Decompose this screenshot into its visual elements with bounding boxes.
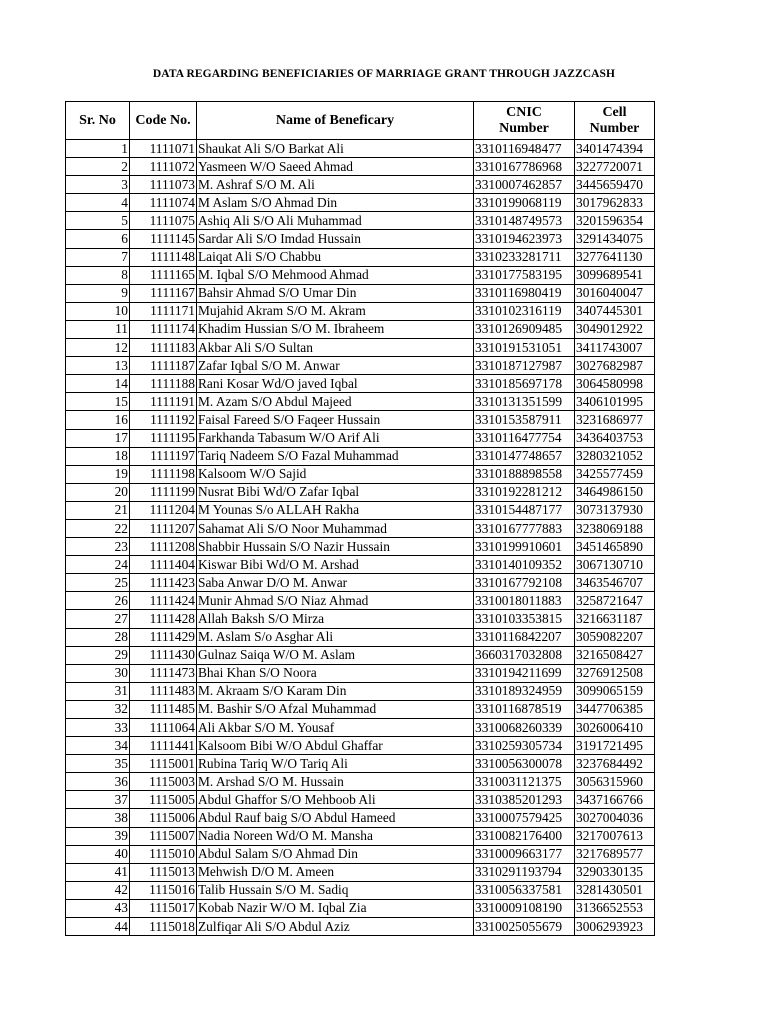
code-no-cell: 1111441 xyxy=(130,737,197,755)
sr-no-cell: 44 xyxy=(66,918,130,936)
cell-number-cell: 3411743007 xyxy=(575,339,655,357)
sr-no-cell: 10 xyxy=(66,302,130,320)
code-no-cell: 1115018 xyxy=(130,918,197,936)
table-row xyxy=(66,845,655,863)
cell-number-cell: 3436403753 xyxy=(575,429,655,447)
header-cell-line2: Number xyxy=(589,120,640,136)
cell-number-cell: 3067130710 xyxy=(575,556,655,574)
code-no-cell: 1115001 xyxy=(130,755,197,773)
cell-number-cell: 3464986150 xyxy=(575,483,655,501)
name-cell: Kalsoom Bibi W/O Abdul Ghaffar xyxy=(197,737,474,755)
table-row xyxy=(66,339,655,357)
cell-number-cell: 3406101995 xyxy=(575,393,655,411)
sr-no-cell: 43 xyxy=(66,899,130,917)
table-row xyxy=(66,700,655,718)
name-cell: M Younas S/o ALLAH Rakha xyxy=(197,501,474,519)
code-no-cell: 1111204 xyxy=(130,501,197,519)
name-cell: Kiswar Bibi Wd/O M. Arshad xyxy=(197,556,474,574)
table-header-row xyxy=(66,102,655,140)
name-cell: Talib Hussain S/O M. Sadiq xyxy=(197,881,474,899)
beneficiaries-table xyxy=(65,101,655,936)
table-row xyxy=(66,501,655,519)
sr-no-cell: 32 xyxy=(66,700,130,718)
table-row xyxy=(66,194,655,212)
cell-number-cell: 3099065159 xyxy=(575,682,655,700)
name-cell: Mehwish D/O M. Ameen xyxy=(197,863,474,881)
cell-number-cell: 3099689541 xyxy=(575,266,655,284)
table-row xyxy=(66,773,655,791)
name-cell: Khadim Hussian S/O M. Ibraheem xyxy=(197,320,474,338)
code-no-cell: 1111192 xyxy=(130,411,197,429)
cell-number-cell: 3238069188 xyxy=(575,519,655,537)
header-cnic xyxy=(474,102,575,140)
name-cell: M. Iqbal S/O Mehmood Ahmad xyxy=(197,266,474,284)
cell-number-cell: 3258721647 xyxy=(575,592,655,610)
code-no-cell: 1111072 xyxy=(130,158,197,176)
table-row xyxy=(66,302,655,320)
document-title: DATA REGARDING BENEFICIARIES OF MARRIAGE GRANT THROUGH JAZZCASH xyxy=(152,68,616,80)
cnic-cell: 3310188898558 xyxy=(474,465,575,483)
cnic-cell: 3310131351599 xyxy=(474,393,575,411)
table-row xyxy=(66,628,655,646)
code-no-cell: 1115017 xyxy=(130,899,197,917)
code-no-cell: 1115016 xyxy=(130,881,197,899)
name-cell: Tariq Nadeem S/O Fazal Muhammad xyxy=(197,447,474,465)
cnic-cell: 3310007579425 xyxy=(474,809,575,827)
table-row xyxy=(66,357,655,375)
name-cell: Abdul Ghaffor S/O Mehboob Ali xyxy=(197,791,474,809)
table-body xyxy=(66,140,655,936)
sr-no-cell: 30 xyxy=(66,664,130,682)
cell-number-cell: 3437166766 xyxy=(575,791,655,809)
code-no-cell: 1111199 xyxy=(130,483,197,501)
cell-number-cell: 3006293923 xyxy=(575,918,655,936)
sr-no-cell: 7 xyxy=(66,248,130,266)
name-cell: M. Ashraf S/O M. Ali xyxy=(197,176,474,194)
table-row xyxy=(66,556,655,574)
sr-no-cell: 31 xyxy=(66,682,130,700)
cell-number-cell: 3064580998 xyxy=(575,375,655,393)
sr-no-cell: 25 xyxy=(66,574,130,592)
name-cell: Shabbir Hussain S/O Nazir Hussain xyxy=(197,538,474,556)
table-row xyxy=(66,899,655,917)
code-no-cell: 1111145 xyxy=(130,230,197,248)
code-no-cell: 1111197 xyxy=(130,447,197,465)
code-no-cell: 1115006 xyxy=(130,809,197,827)
header-cnic-line1: CNIC xyxy=(506,104,542,120)
sr-no-cell: 13 xyxy=(66,357,130,375)
sr-no-cell: 1 xyxy=(66,140,130,158)
name-cell: Ashiq Ali S/O Ali Muhammad xyxy=(197,212,474,230)
cnic-cell: 3310194211699 xyxy=(474,664,575,682)
cell-number-cell: 3201596354 xyxy=(575,212,655,230)
name-cell: Sardar Ali S/O Imdad Hussain xyxy=(197,230,474,248)
cell-number-cell: 3237684492 xyxy=(575,755,655,773)
sr-no-cell: 21 xyxy=(66,501,130,519)
table-row xyxy=(66,411,655,429)
cnic-cell: 3310167792108 xyxy=(474,574,575,592)
header-sr-no: Sr. No xyxy=(66,102,130,140)
cell-number-cell: 3463546707 xyxy=(575,574,655,592)
name-cell: Farkhanda Tabasum W/O Arif Ali xyxy=(197,429,474,447)
cell-number-cell: 3281430501 xyxy=(575,881,655,899)
table-row xyxy=(66,646,655,664)
table-row xyxy=(66,737,655,755)
sr-no-cell: 26 xyxy=(66,592,130,610)
cnic-cell: 3310177583195 xyxy=(474,266,575,284)
cell-number-cell: 3276912508 xyxy=(575,664,655,682)
table-row xyxy=(66,682,655,700)
cnic-cell: 3310259305734 xyxy=(474,737,575,755)
name-cell: Laiqat Ali S/O Chabbu xyxy=(197,248,474,266)
sr-no-cell: 20 xyxy=(66,483,130,501)
cnic-cell: 3310140109352 xyxy=(474,556,575,574)
cnic-cell: 3310147748657 xyxy=(474,447,575,465)
sr-no-cell: 36 xyxy=(66,773,130,791)
table-row xyxy=(66,158,655,176)
cell-number-cell: 3407445301 xyxy=(575,302,655,320)
table-row xyxy=(66,429,655,447)
table-row xyxy=(66,230,655,248)
code-no-cell: 1115007 xyxy=(130,827,197,845)
name-cell: Saba Anwar D/O M. Anwar xyxy=(197,574,474,592)
cnic-cell: 3310385201293 xyxy=(474,791,575,809)
code-no-cell: 1111430 xyxy=(130,646,197,664)
sr-no-cell: 5 xyxy=(66,212,130,230)
table-row xyxy=(66,375,655,393)
sr-no-cell: 9 xyxy=(66,284,130,302)
name-cell: Bhai Khan S/O Noora xyxy=(197,664,474,682)
cnic-cell: 3660317032808 xyxy=(474,646,575,664)
header-cnic-line2: Number xyxy=(499,120,549,136)
cell-number-cell: 3451465890 xyxy=(575,538,655,556)
sr-no-cell: 4 xyxy=(66,194,130,212)
cnic-cell: 3310148749573 xyxy=(474,212,575,230)
code-no-cell: 1111073 xyxy=(130,176,197,194)
cell-number-cell: 3216631187 xyxy=(575,610,655,628)
cell-number-cell: 3217689577 xyxy=(575,845,655,863)
code-no-cell: 1111428 xyxy=(130,610,197,628)
table-row xyxy=(66,140,655,158)
header-cell-line1: Cell xyxy=(602,104,627,120)
sr-no-cell: 29 xyxy=(66,646,130,664)
sr-no-cell: 41 xyxy=(66,863,130,881)
table-row xyxy=(66,827,655,845)
sr-no-cell: 18 xyxy=(66,447,130,465)
name-cell: Yasmeen W/O Saeed Ahmad xyxy=(197,158,474,176)
cnic-cell: 3310153587911 xyxy=(474,411,575,429)
name-cell: Allah Baksh S/O Mirza xyxy=(197,610,474,628)
cnic-cell: 3310154487177 xyxy=(474,501,575,519)
cnic-cell: 3310291193794 xyxy=(474,863,575,881)
cell-number-cell: 3290330135 xyxy=(575,863,655,881)
code-no-cell: 1111174 xyxy=(130,320,197,338)
name-cell: M. Bashir S/O Afzal Muhammad xyxy=(197,700,474,718)
cell-number-cell: 3049012922 xyxy=(575,320,655,338)
name-cell: Zafar Iqbal S/O M. Anwar xyxy=(197,357,474,375)
cnic-cell: 3310185697178 xyxy=(474,375,575,393)
cell-number-cell: 3016040047 xyxy=(575,284,655,302)
table-row xyxy=(66,918,655,936)
sr-no-cell: 17 xyxy=(66,429,130,447)
sr-no-cell: 14 xyxy=(66,375,130,393)
code-no-cell: 1111075 xyxy=(130,212,197,230)
code-no-cell: 1115003 xyxy=(130,773,197,791)
sr-no-cell: 28 xyxy=(66,628,130,646)
code-no-cell: 1111064 xyxy=(130,719,197,737)
cnic-cell: 3310199068119 xyxy=(474,194,575,212)
cnic-cell: 3310082176400 xyxy=(474,827,575,845)
name-cell: Munir Ahmad S/O Niaz Ahmad xyxy=(197,592,474,610)
code-no-cell: 1111473 xyxy=(130,664,197,682)
sr-no-cell: 23 xyxy=(66,538,130,556)
sr-no-cell: 15 xyxy=(66,393,130,411)
code-no-cell: 1111195 xyxy=(130,429,197,447)
sr-no-cell: 11 xyxy=(66,320,130,338)
code-no-cell: 1115010 xyxy=(130,845,197,863)
cnic-cell: 3310116948477 xyxy=(474,140,575,158)
cnic-cell: 3310167786968 xyxy=(474,158,575,176)
code-no-cell: 1111183 xyxy=(130,339,197,357)
cell-number-cell: 3191721495 xyxy=(575,737,655,755)
code-no-cell: 1111171 xyxy=(130,302,197,320)
name-cell: Abdul Salam S/O Ahmad Din xyxy=(197,845,474,863)
cnic-cell: 3310199910601 xyxy=(474,538,575,556)
table-row xyxy=(66,212,655,230)
cnic-cell: 3310233281711 xyxy=(474,248,575,266)
cnic-cell: 3310116980419 xyxy=(474,284,575,302)
table-row xyxy=(66,176,655,194)
name-cell: Nusrat Bibi Wd/O Zafar Iqbal xyxy=(197,483,474,501)
name-cell: Rubina Tariq W/O Tariq Ali xyxy=(197,755,474,773)
table-row xyxy=(66,266,655,284)
table-row xyxy=(66,320,655,338)
cell-number-cell: 3291434075 xyxy=(575,230,655,248)
code-no-cell: 1111208 xyxy=(130,538,197,556)
cell-number-cell: 3059082207 xyxy=(575,628,655,646)
code-no-cell: 1111424 xyxy=(130,592,197,610)
cnic-cell: 3310018011883 xyxy=(474,592,575,610)
cell-number-cell: 3217007613 xyxy=(575,827,655,845)
cnic-cell: 3310191531051 xyxy=(474,339,575,357)
sr-no-cell: 34 xyxy=(66,737,130,755)
cnic-cell: 3310194623973 xyxy=(474,230,575,248)
cnic-cell: 3310025055679 xyxy=(474,918,575,936)
table-row xyxy=(66,610,655,628)
code-no-cell: 1111207 xyxy=(130,519,197,537)
name-cell: M. Aslam S/o Asghar Ali xyxy=(197,628,474,646)
cnic-cell: 3310187127987 xyxy=(474,357,575,375)
sr-no-cell: 37 xyxy=(66,791,130,809)
cnic-cell: 3310102316119 xyxy=(474,302,575,320)
name-cell: Zulfiqar Ali S/O Abdul Aziz xyxy=(197,918,474,936)
sr-no-cell: 22 xyxy=(66,519,130,537)
cnic-cell: 3310056337581 xyxy=(474,881,575,899)
cnic-cell: 3310068260339 xyxy=(474,719,575,737)
code-no-cell: 1111404 xyxy=(130,556,197,574)
sr-no-cell: 33 xyxy=(66,719,130,737)
cnic-cell: 3310009663177 xyxy=(474,845,575,863)
code-no-cell: 1111187 xyxy=(130,357,197,375)
name-cell: Ali Akbar S/O M. Yousaf xyxy=(197,719,474,737)
cnic-cell: 3310103353815 xyxy=(474,610,575,628)
table-row xyxy=(66,664,655,682)
header-name: Name of Beneficary xyxy=(197,102,474,140)
code-no-cell: 1111167 xyxy=(130,284,197,302)
code-no-cell: 1115005 xyxy=(130,791,197,809)
name-cell: Mujahid Akram S/O M. Akram xyxy=(197,302,474,320)
cell-number-cell: 3017962833 xyxy=(575,194,655,212)
cell-number-cell: 3056315960 xyxy=(575,773,655,791)
sr-no-cell: 40 xyxy=(66,845,130,863)
cnic-cell: 3310009108190 xyxy=(474,899,575,917)
cnic-cell: 3310126909485 xyxy=(474,320,575,338)
sr-no-cell: 8 xyxy=(66,266,130,284)
code-no-cell: 1111429 xyxy=(130,628,197,646)
table-row xyxy=(66,592,655,610)
cell-number-cell: 3445659470 xyxy=(575,176,655,194)
cnic-cell: 3310189324959 xyxy=(474,682,575,700)
name-cell: Nadia Noreen Wd/O M. Mansha xyxy=(197,827,474,845)
name-cell: Gulnaz Saiqa W/O M. Aslam xyxy=(197,646,474,664)
cnic-cell: 3310116878519 xyxy=(474,700,575,718)
table-row xyxy=(66,248,655,266)
cell-number-cell: 3227720071 xyxy=(575,158,655,176)
table-row xyxy=(66,393,655,411)
table-row xyxy=(66,755,655,773)
code-no-cell: 1111191 xyxy=(130,393,197,411)
cnic-cell: 3310031121375 xyxy=(474,773,575,791)
sr-no-cell: 39 xyxy=(66,827,130,845)
name-cell: Abdul Rauf baig S/O Abdul Hameed xyxy=(197,809,474,827)
code-no-cell: 1111485 xyxy=(130,700,197,718)
sr-no-cell: 27 xyxy=(66,610,130,628)
cell-number-cell: 3277641130 xyxy=(575,248,655,266)
name-cell: M. Arshad S/O M. Hussain xyxy=(197,773,474,791)
code-no-cell: 1111188 xyxy=(130,375,197,393)
name-cell: Rani Kosar Wd/O javed Iqbal xyxy=(197,375,474,393)
cnic-cell: 3310192281212 xyxy=(474,483,575,501)
header-code-no: Code No. xyxy=(130,102,197,140)
sr-no-cell: 38 xyxy=(66,809,130,827)
table-row xyxy=(66,574,655,592)
name-cell: M. Azam S/O Abdul Majeed xyxy=(197,393,474,411)
table-row xyxy=(66,791,655,809)
code-no-cell: 1111074 xyxy=(130,194,197,212)
table-row xyxy=(66,447,655,465)
table-row xyxy=(66,483,655,501)
sr-no-cell: 24 xyxy=(66,556,130,574)
code-no-cell: 1111423 xyxy=(130,574,197,592)
code-no-cell: 1111483 xyxy=(130,682,197,700)
cell-number-cell: 3026006410 xyxy=(575,719,655,737)
name-cell: Kalsoom W/O Sajid xyxy=(197,465,474,483)
cell-number-cell: 3280321052 xyxy=(575,447,655,465)
cell-number-cell: 3073137930 xyxy=(575,501,655,519)
code-no-cell: 1115013 xyxy=(130,863,197,881)
header-cell xyxy=(575,102,655,140)
code-no-cell: 1111148 xyxy=(130,248,197,266)
sr-no-cell: 19 xyxy=(66,465,130,483)
cnic-cell: 3310056300078 xyxy=(474,755,575,773)
name-cell: Shaukat Ali S/O Barkat Ali xyxy=(197,140,474,158)
table-row xyxy=(66,538,655,556)
name-cell: Bahsir Ahmad S/O Umar Din xyxy=(197,284,474,302)
sr-no-cell: 3 xyxy=(66,176,130,194)
sr-no-cell: 2 xyxy=(66,158,130,176)
table-row xyxy=(66,809,655,827)
cell-number-cell: 3027682987 xyxy=(575,357,655,375)
table-row xyxy=(66,465,655,483)
table-row xyxy=(66,863,655,881)
table-row xyxy=(66,284,655,302)
cnic-cell: 3310007462857 xyxy=(474,176,575,194)
cell-number-cell: 3231686977 xyxy=(575,411,655,429)
name-cell: M. Akraam S/O Karam Din xyxy=(197,682,474,700)
cnic-cell: 3310167777883 xyxy=(474,519,575,537)
sr-no-cell: 35 xyxy=(66,755,130,773)
cnic-cell: 3310116842207 xyxy=(474,628,575,646)
cell-number-cell: 3027004036 xyxy=(575,809,655,827)
sr-no-cell: 12 xyxy=(66,339,130,357)
name-cell: Akbar Ali S/O Sultan xyxy=(197,339,474,357)
name-cell: M Aslam S/O Ahmad Din xyxy=(197,194,474,212)
table-row xyxy=(66,719,655,737)
cell-number-cell: 3425577459 xyxy=(575,465,655,483)
cell-number-cell: 3401474394 xyxy=(575,140,655,158)
sr-no-cell: 6 xyxy=(66,230,130,248)
name-cell: Sahamat Ali S/O Noor Muhammad xyxy=(197,519,474,537)
code-no-cell: 1111165 xyxy=(130,266,197,284)
cell-number-cell: 3447706385 xyxy=(575,700,655,718)
cell-number-cell: 3216508427 xyxy=(575,646,655,664)
name-cell: Kobab Nazir W/O M. Iqbal Zia xyxy=(197,899,474,917)
table-row xyxy=(66,519,655,537)
name-cell: Faisal Fareed S/O Faqeer Hussain xyxy=(197,411,474,429)
cnic-cell: 3310116477754 xyxy=(474,429,575,447)
table-row xyxy=(66,881,655,899)
code-no-cell: 1111071 xyxy=(130,140,197,158)
sr-no-cell: 16 xyxy=(66,411,130,429)
cell-number-cell: 3136652553 xyxy=(575,899,655,917)
sr-no-cell: 42 xyxy=(66,881,130,899)
code-no-cell: 1111198 xyxy=(130,465,197,483)
